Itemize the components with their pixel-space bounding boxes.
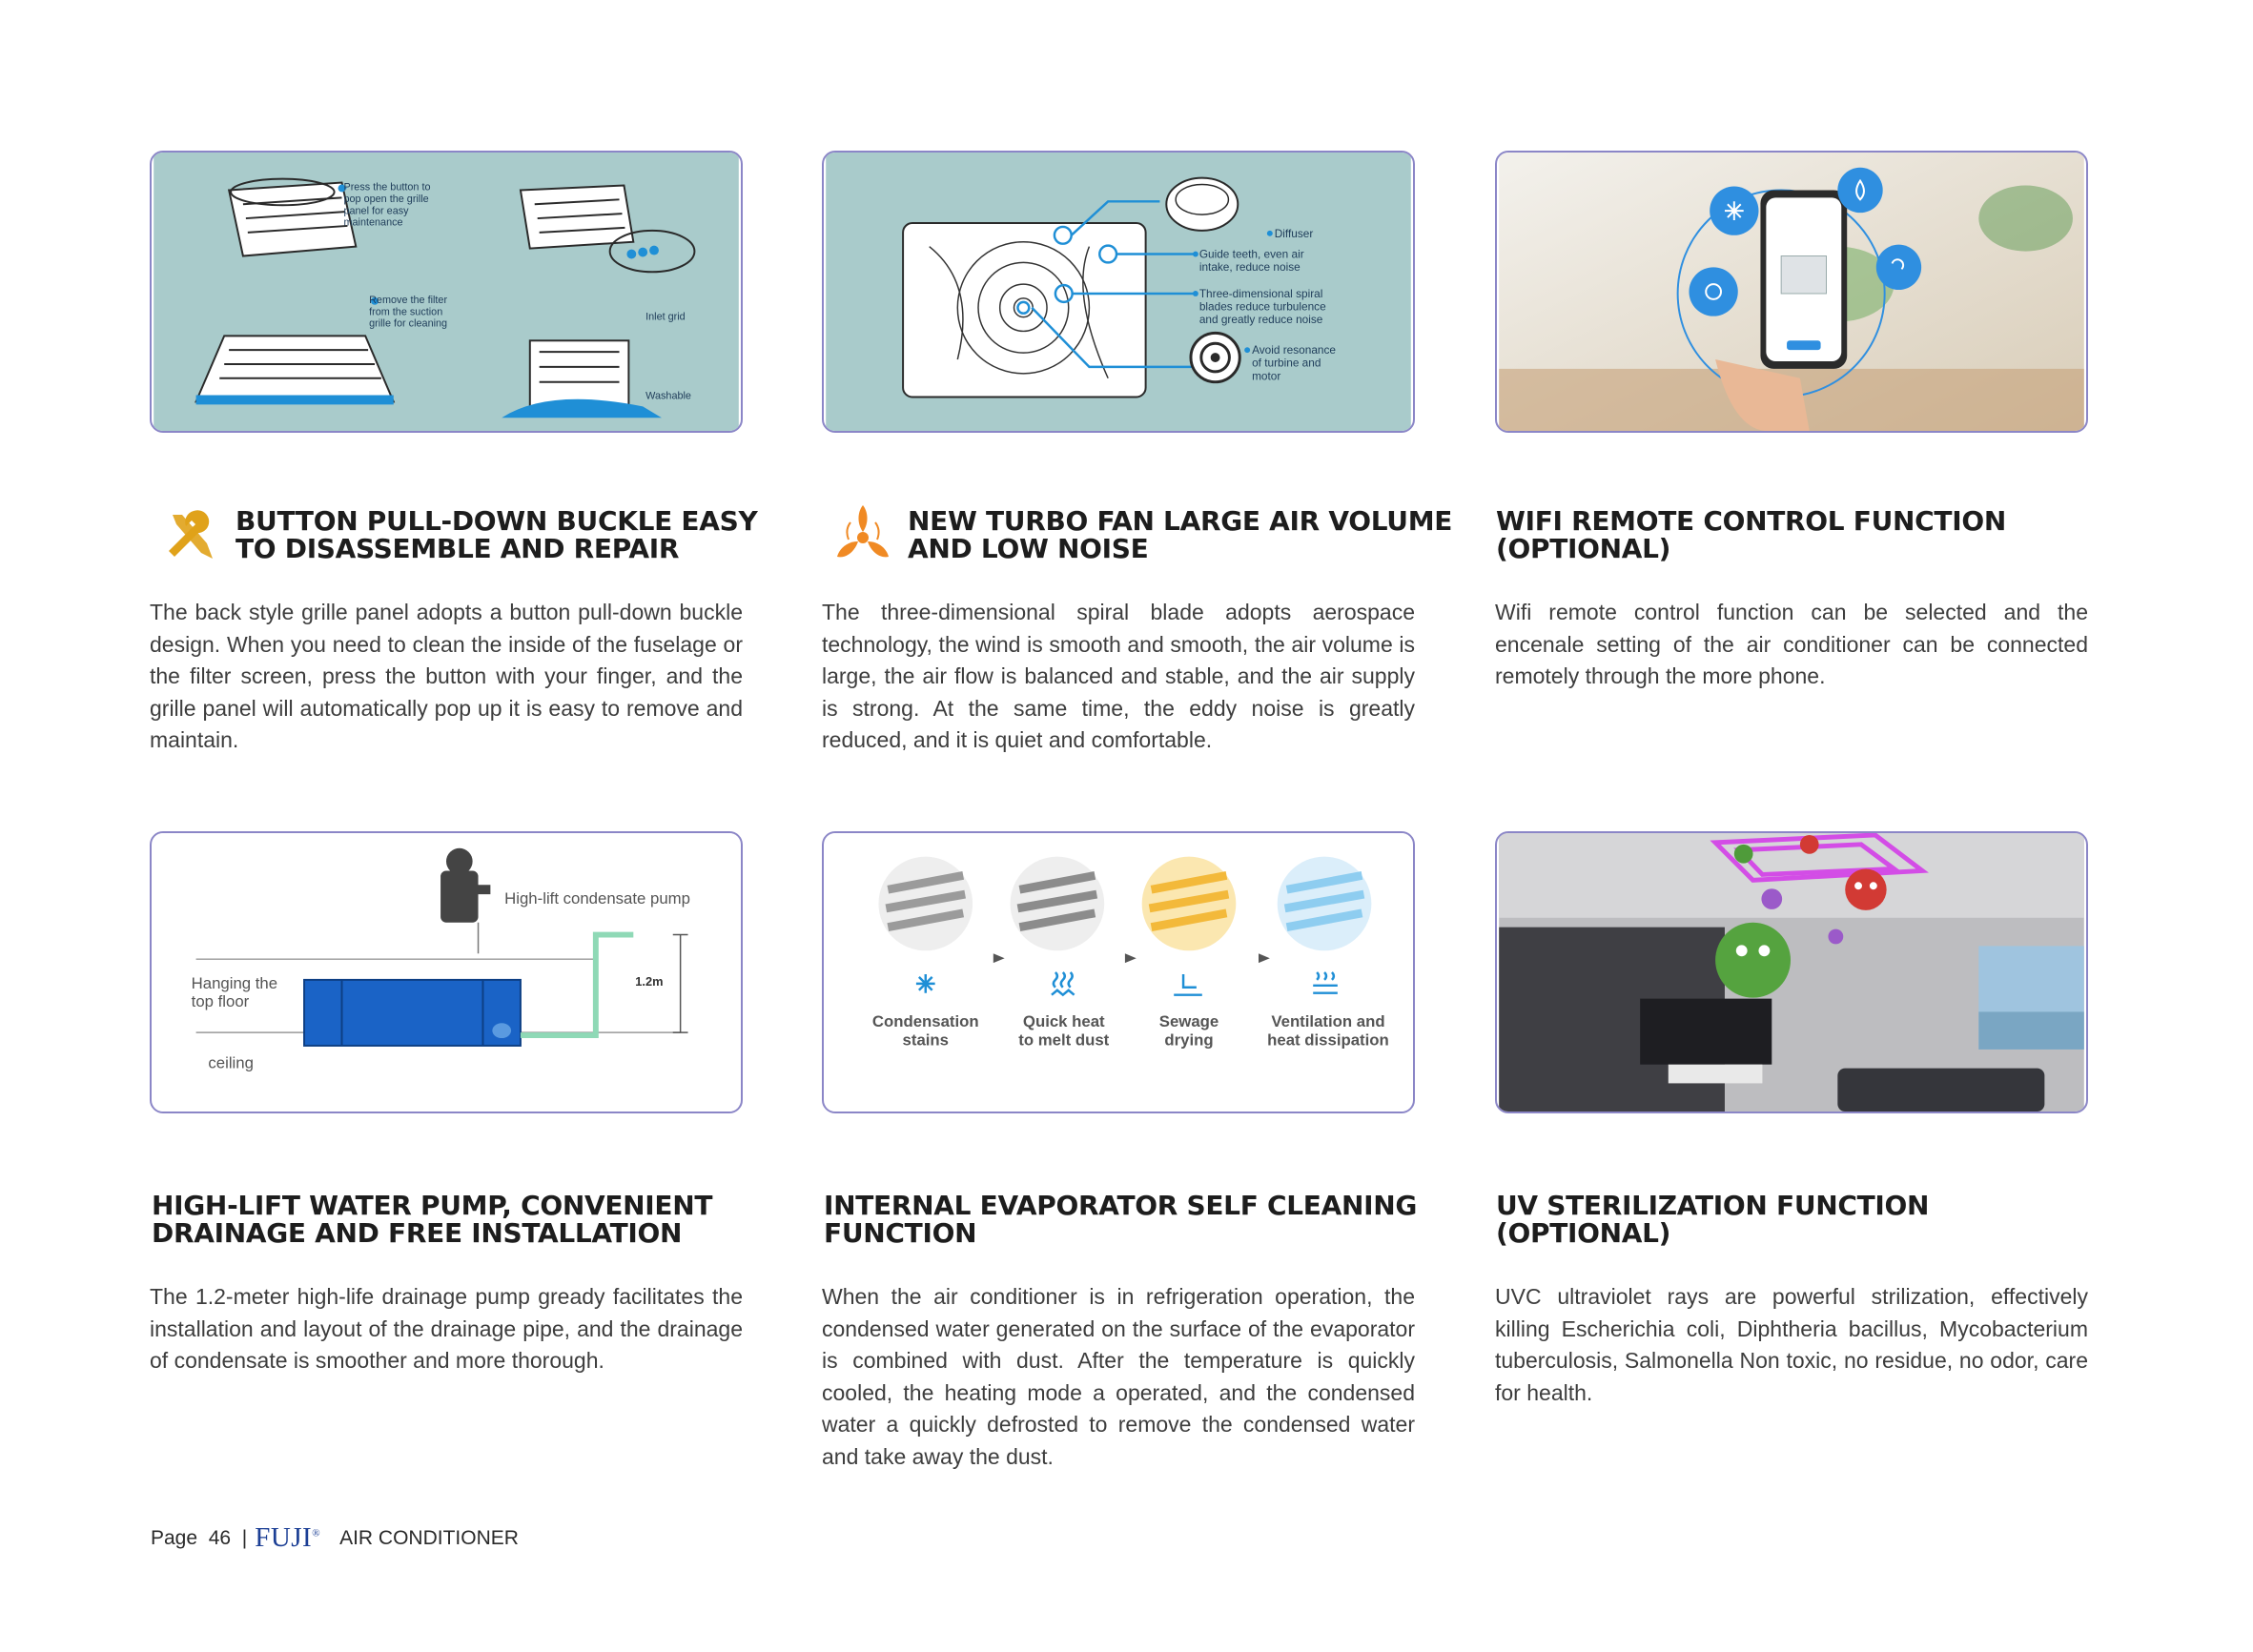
- label-line: maintenance: [343, 216, 403, 229]
- feature-title-grille: [159, 507, 757, 564]
- step-label-condensation: Condensation stains: [871, 1012, 979, 1050]
- title-text: WIFI REMOTE CONTROL FUNCTION (OPTIONAL): [1496, 505, 2006, 564]
- step-label-quick-heat: Quick heat to melt dust: [1018, 1012, 1110, 1050]
- label-washable: Washable: [645, 390, 691, 402]
- brand-mark: ®: [312, 1527, 321, 1540]
- label-press-button: Press the button to pop open the grille panel for easy maintenance: [343, 181, 431, 229]
- label-line: from the suction: [369, 306, 443, 318]
- label-line: heat dissipation: [1267, 1030, 1389, 1050]
- title-text: UV STERILIZATION FUNCTION (OPTIONAL): [1496, 1190, 1930, 1249]
- feature-body-water-pump: The 1.2-meter high-life drainage pump gready facilitates the installation and layout of the drainage pipe, and the drainage of condensate is smoother and more thorough.: [150, 1284, 743, 1373]
- uv-room-photo: [1497, 833, 2086, 1112]
- feature-body-grille: The back style grille panel adopts a button pull-down buckle design. When you need to clean the inside of the fuselage or the filter screen, press the button with your finger, and the grille panel will automatically pop up it is easy to remove and maintain.: [150, 600, 743, 752]
- label-line: of turbine and: [1252, 356, 1321, 370]
- turbo-fan-illustration: [824, 153, 1413, 431]
- label-spiral-blades: Three-dimensional spiral blades reduce turbulence and greatly reduce noise: [1198, 286, 1326, 327]
- fan-icon: [831, 501, 894, 564]
- grille-panel-illustration: [152, 153, 741, 431]
- title-text: BUTTON PULL-DOWN BUCKLE EASY TO DISASSEMBLE AND REPAIR: [236, 505, 758, 564]
- wifi-phone-photo: [1497, 153, 2086, 431]
- feature-title-turbo-fan: [831, 507, 1452, 564]
- feature-image-grille-panel: [150, 151, 743, 433]
- label-guide-teeth: Guide teeth, even air intake, reduce noise: [1198, 247, 1304, 275]
- feature-image-wifi-phone: [1495, 151, 2088, 433]
- tools-icon: [159, 501, 222, 564]
- step-label-sewage-drying: Sewage drying: [1158, 1012, 1219, 1050]
- feature-title-wifi: [1496, 507, 2006, 562]
- feature-body-uv: UVC ultraviolet rays are powerful strilization, effectively killing Escherichia coli, Diphtheria bacillus, Mycobacterium tuberculosis, Salmonella Non toxic, no residue, no odor, care for health.: [1495, 1284, 2088, 1405]
- label-line: blades reduce turbulence: [1198, 299, 1326, 314]
- label-line: motor: [1252, 369, 1281, 383]
- feature-image-self-cleaning: [822, 831, 1415, 1113]
- label-line: panel for easy: [343, 205, 409, 217]
- water-pump-diagram: [152, 833, 741, 1112]
- label-line: top floor: [191, 992, 250, 1011]
- label-diffuser: Diffuser: [1274, 226, 1314, 240]
- page-footer: [151, 1522, 519, 1554]
- title-text: INTERNAL EVAPORATOR SELF CLEANING FUNCTION: [824, 1190, 1418, 1249]
- label-line: and greatly reduce noise: [1198, 313, 1323, 327]
- title-text: HIGH-LIFT WATER PUMP, CONVENIENT DRAINAGE AND FREE INSTALLATION: [152, 1190, 713, 1249]
- product-name: AIR CONDITIONER: [339, 1526, 519, 1549]
- label-hanging: Hanging the top floor: [191, 973, 278, 1011]
- brand-logo: [255, 1522, 320, 1554]
- feature-image-turbo-fan: [822, 151, 1415, 433]
- feature-image-water-pump: [150, 831, 743, 1113]
- label-line: drying: [1164, 1030, 1214, 1050]
- label-line: intake, reduce noise: [1198, 260, 1301, 275]
- label-inlet-grid: Inlet grid: [645, 311, 686, 323]
- feature-title-self-cleaning: [824, 1192, 1417, 1247]
- label-ceiling: ceiling: [208, 1053, 254, 1072]
- feature-body-wifi: Wifi remote control function can be selected and the encenale setting of the air conditioner can be connected remotely through the more phone.: [1495, 600, 2088, 688]
- label-avoid-resonance: Avoid resonance of turbine and motor: [1252, 343, 1336, 383]
- feature-body-turbo-fan: The three-dimensional spiral blade adopts aerospace technology, the wind is smooth and smooth, the air volume is large, the air flow is balanced and stable, and the air supply is strong. At the same time, the eddy noise is greatly reduced, and it is quiet and comfortable.: [822, 600, 1415, 752]
- label-line: stains: [902, 1030, 950, 1050]
- feature-title-uv: [1496, 1192, 1929, 1247]
- title-text: NEW TURBO FAN LARGE AIR VOLUME AND LOW NOISE: [908, 505, 1453, 564]
- label-height: 1.2m: [635, 973, 664, 989]
- feature-body-self-cleaning: When the air conditioner is in refrigeration operation, the condensed water generated on the surface of the evaporator is combined with dust. After the temperature is quickly cooled, the heating mode a operated, and the condensed water a quickly defrosted to remove the condensed water and take away the dust.: [822, 1284, 1415, 1469]
- brand-name: FUJI: [255, 1522, 313, 1553]
- page-number: Page 46 |: [151, 1526, 248, 1549]
- feature-title-water-pump: [152, 1192, 712, 1247]
- label-line: pop open the grille: [343, 193, 429, 205]
- step-label-ventilation: Ventilation and heat dissipation: [1267, 1012, 1389, 1050]
- self-cleaning-steps: [824, 833, 1413, 1112]
- label-remove-filter: Remove the filter from the suction grille for cleaning: [369, 294, 448, 330]
- label-line: grille for cleaning: [369, 317, 448, 330]
- feature-image-uv-sterilization: [1495, 831, 2088, 1113]
- label-line: to melt dust: [1018, 1030, 1110, 1050]
- label-pump: High-lift condensate pump: [504, 888, 690, 908]
